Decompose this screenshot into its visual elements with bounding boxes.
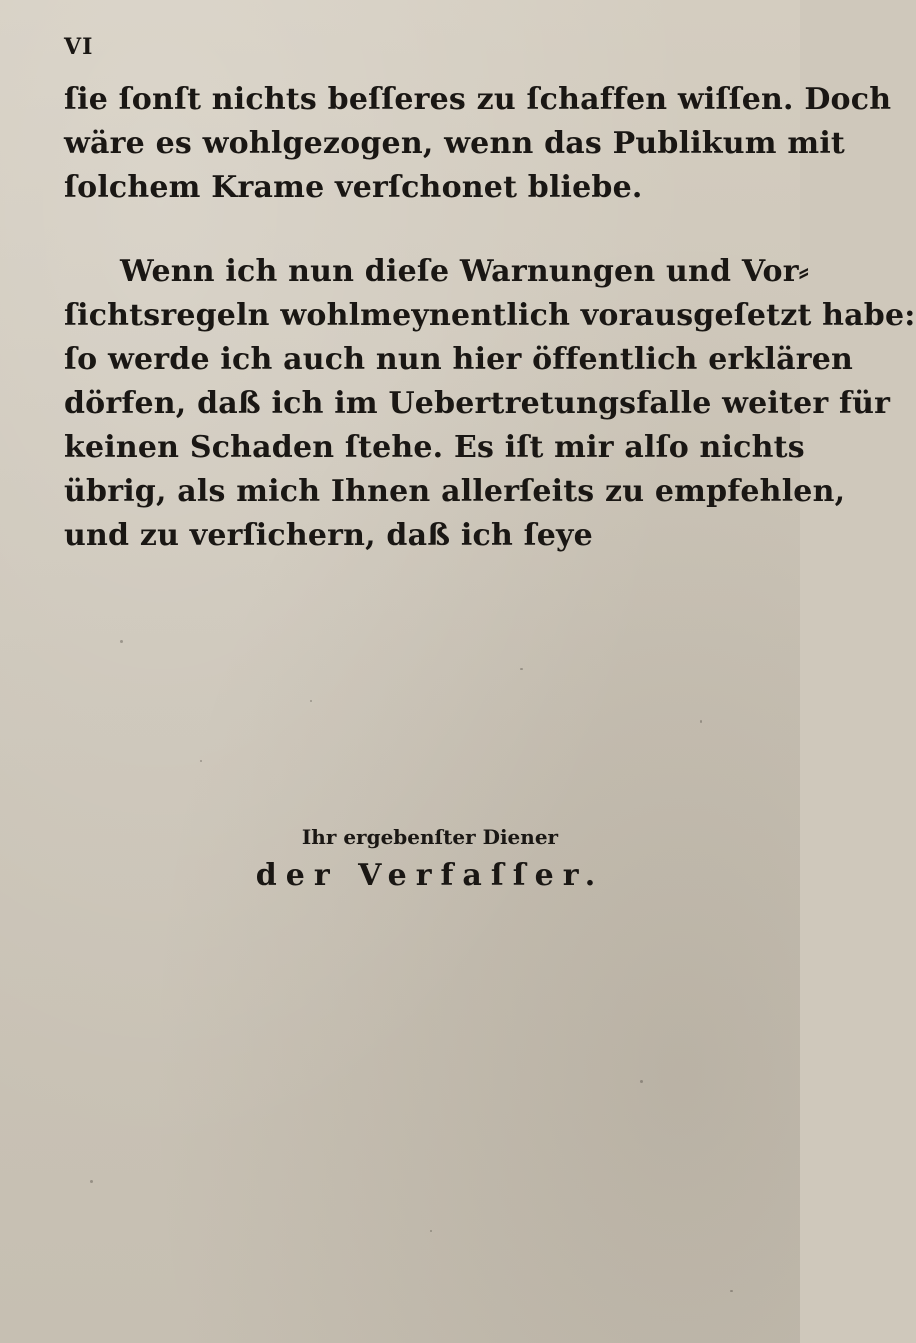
text-line: wäre es wohlgezogen, wenn das Publikum mit xyxy=(64,126,845,161)
paper-speck xyxy=(520,668,523,670)
body-text xyxy=(64,78,916,558)
paragraph-2 xyxy=(64,250,916,558)
text-line: ſolchem Krame verſchonet bliebe. xyxy=(64,170,643,205)
paper-speck xyxy=(120,640,123,643)
text-line: ſichtsregeln wohlmeynentlich vorausgeſetzt habe: xyxy=(64,298,916,333)
text-line: und zu verſichern, daß ich ſeye xyxy=(64,518,593,553)
text-line: Wenn ich nun dieſe Warnungen und Vor⸗ xyxy=(120,254,809,289)
text-line: übrig, als mich Ihnen allerſeits zu empfehlen, xyxy=(64,474,846,509)
paper-speck xyxy=(90,1180,93,1183)
paper-speck xyxy=(640,1080,643,1083)
text-line: dörfen, daß ich im Uebertretungsfalle weiter für xyxy=(64,386,891,421)
paper-speck xyxy=(200,760,202,762)
page-number: VI xyxy=(64,34,94,60)
paper-speck xyxy=(430,1230,432,1232)
paragraph-gap xyxy=(64,210,754,250)
closing-formula: Ihr ergebenſter Diener xyxy=(301,825,559,849)
signer: der Verfaſſer. xyxy=(255,858,605,893)
paragraph-1 xyxy=(64,78,892,210)
text-line: ſo werde ich auch nun hier öffentlich erklären xyxy=(64,342,854,377)
paper-speck xyxy=(730,1290,733,1292)
text-line: keinen Schaden ſtehe. Es iſt mir alſo nichts xyxy=(64,430,805,465)
text-line: ſie ſonſt nichts beſſeres zu ſchaffen wiſſen. Doch xyxy=(64,82,892,117)
paper-speck xyxy=(700,720,702,723)
paper-speck xyxy=(310,700,312,702)
